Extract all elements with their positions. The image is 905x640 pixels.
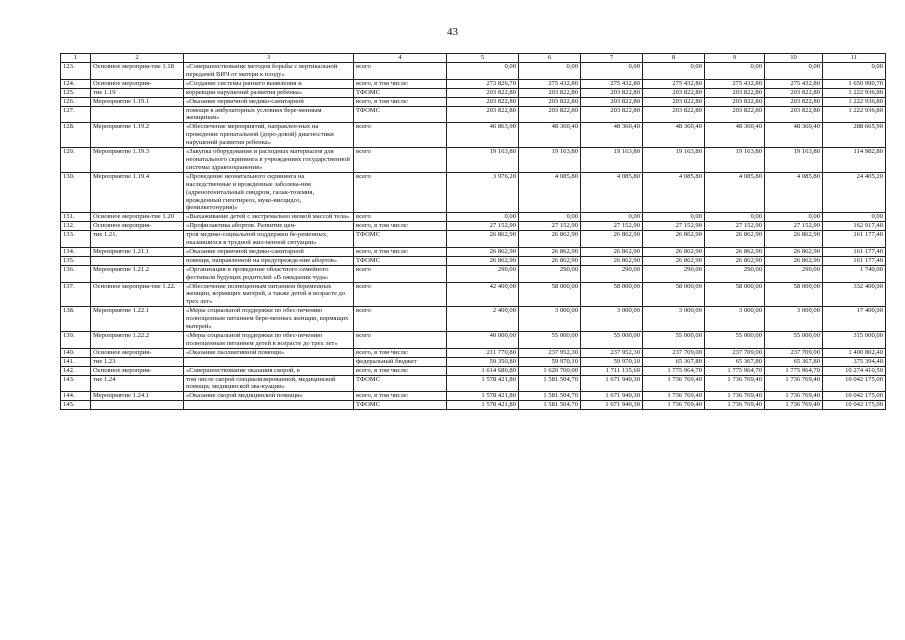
column-header: 7 [581, 54, 643, 63]
year-value-cell: 46 863,90 [447, 123, 519, 148]
year-value-cell: 275 432,80 [705, 79, 765, 88]
total-value-cell: 1 650 990,70 [823, 79, 886, 88]
table-row [61, 231, 886, 248]
year-value-cell: 40 000,00 [447, 332, 519, 349]
year-value-cell: 237 709,00 [765, 348, 823, 357]
activity-type-cell: Мероприятие 1.24.1 [91, 392, 184, 401]
funding-source-cell: всего [354, 148, 447, 173]
row-number-cell: 140. [61, 348, 91, 357]
total-value-cell: 161 177,40 [823, 247, 886, 256]
table-row [61, 106, 886, 123]
row-number-cell: 136. [61, 265, 91, 282]
row-number-cell: 134. [61, 247, 91, 256]
year-value-cell: 3 000,00 [581, 307, 643, 332]
year-value-cell: 1 614 680,80 [447, 366, 519, 375]
year-value-cell: 48 360,40 [519, 123, 581, 148]
year-value-cell: 203 822,80 [705, 97, 765, 106]
year-value-cell: 0,00 [519, 63, 581, 80]
year-value-cell: 27 152,90 [765, 222, 823, 231]
year-value-cell: 1 736 769,40 [765, 375, 823, 392]
year-value-cell: 1 711 135,60 [581, 366, 643, 375]
year-value-cell: 237 709,00 [705, 348, 765, 357]
funding-source-cell: всего, в том числе: [354, 79, 447, 88]
funding-source-cell: всего, в том числе: [354, 392, 447, 401]
funding-source-cell: всего, в том числе: [354, 348, 447, 357]
activity-description-cell: «Профилактика абортов. Развитие цен- [184, 222, 354, 231]
column-header: 4 [354, 54, 447, 63]
activity-type-cell: Мероприятие 1.22.1 [91, 307, 184, 332]
column-header: 11 [823, 54, 886, 63]
activity-description-cell: «Меры социальной поддержки по обес-печению полноценным питанием детей в возрасте до трех лет» [184, 332, 354, 349]
year-value-cell: 1 578 421,80 [447, 392, 519, 401]
year-value-cell: 27 152,90 [519, 222, 581, 231]
activity-type-cell: Основное мероприя- [91, 366, 184, 375]
year-value-cell: 203 822,80 [519, 88, 581, 97]
year-value-cell: 290,00 [643, 265, 705, 282]
row-number-cell: 129. [61, 148, 91, 173]
activity-type-cell: Основное мероприя- [91, 79, 184, 88]
year-value-cell: 203 822,80 [519, 97, 581, 106]
activity-type-cell: Мероприятие 1.19.4 [91, 172, 184, 213]
year-value-cell: 26 862,90 [765, 256, 823, 265]
activity-description-cell: том числе скорой специализированной, медицинской помощи, медицинской эва-куации» [184, 375, 354, 392]
row-number-cell: 141. [61, 357, 91, 366]
year-value-cell: 55 000,00 [519, 332, 581, 349]
year-value-cell: 27 152,90 [705, 222, 765, 231]
year-value-cell: 0,00 [519, 213, 581, 222]
table-row [61, 172, 886, 213]
table-row [61, 265, 886, 282]
year-value-cell: 1 581 504,70 [519, 401, 581, 410]
activity-description-cell: помощи, направленной на предупрежде-ние абортов» [184, 256, 354, 265]
row-number-cell: 126. [61, 97, 91, 106]
activity-description-cell: «Проведение неонатального скрининга на наследственные и врожденные заболева-ния (адреногенитальный синдром, галак-тоземия, врожденный гипотиреоз, муко-висцидоз, фенилкетонурия)» [184, 172, 354, 213]
year-value-cell: 1 775 964,70 [705, 366, 765, 375]
year-value-cell: 4 085,80 [705, 172, 765, 213]
total-value-cell: 1 400 802,40 [823, 348, 886, 357]
year-value-cell: 1 775 964,70 [643, 366, 705, 375]
column-header: 1 [61, 54, 91, 63]
activity-description-cell: «Совершенствование методов борьбы с вертикальной передачей ВИЧ от матери к плоду» [184, 63, 354, 80]
funding-source-cell: ТФОМС [354, 106, 447, 123]
table-row [61, 148, 886, 173]
row-number-cell: 135. [61, 256, 91, 265]
activity-description-cell: «Создание системы раннего выявления и [184, 79, 354, 88]
year-value-cell: 1 736 769,40 [643, 375, 705, 392]
year-value-cell: 237 709,00 [643, 348, 705, 357]
row-number-cell: 130. [61, 172, 91, 213]
year-value-cell: 273 826,70 [447, 79, 519, 88]
year-value-cell: 0,00 [705, 213, 765, 222]
year-value-cell: 0,00 [447, 213, 519, 222]
year-value-cell: 26 862,90 [519, 231, 581, 248]
total-value-cell: 10 042 175,00 [823, 392, 886, 401]
year-value-cell: 203 822,80 [447, 106, 519, 123]
activity-description-cell: коррекции нарушений развития ребенка» [184, 88, 354, 97]
activity-type-cell: Основное мероприя- [91, 348, 184, 357]
year-value-cell: 1 578 421,80 [447, 401, 519, 410]
table-row [61, 392, 886, 401]
funding-source-cell: ТФОМС [354, 401, 447, 410]
total-value-cell: 0,00 [823, 213, 886, 222]
funding-source-cell: всего [354, 123, 447, 148]
year-value-cell: 58 000,00 [705, 282, 765, 307]
activity-type-cell: тие 1.24 [91, 375, 184, 392]
year-value-cell: 3 000,00 [643, 307, 705, 332]
activity-description-cell: тров медико-социальной поддержки бе-ременных, оказавшихся в трудной жиз-ненной ситуации» [184, 231, 354, 248]
total-value-cell: 10 274 410,50 [823, 366, 886, 375]
year-value-cell: 211 770,80 [447, 348, 519, 357]
year-value-cell: 237 952,30 [581, 348, 643, 357]
row-number-cell: 139. [61, 332, 91, 349]
year-value-cell: 26 862,90 [705, 256, 765, 265]
funding-source-cell: ТФОМС [354, 375, 447, 392]
total-value-cell: 1 740,00 [823, 265, 886, 282]
year-value-cell: 55 000,00 [643, 332, 705, 349]
total-value-cell: 0,00 [823, 63, 886, 80]
year-value-cell: 203 822,80 [643, 97, 705, 106]
total-value-cell: 1 222 936,80 [823, 106, 886, 123]
total-value-cell: 161 177,40 [823, 231, 886, 248]
budget-table [60, 53, 886, 410]
activity-type-cell: тие 1.23 [91, 357, 184, 366]
year-value-cell: 203 822,80 [581, 106, 643, 123]
activity-description-cell: «Оказание паллиативной помощи» [184, 348, 354, 357]
year-value-cell: 59 970,10 [519, 357, 581, 366]
year-value-cell: 203 822,80 [643, 106, 705, 123]
year-value-cell: 290,00 [519, 265, 581, 282]
year-value-cell: 27 152,90 [447, 222, 519, 231]
funding-source-cell: всего [354, 282, 447, 307]
year-value-cell: 19 163,80 [519, 148, 581, 173]
funding-source-cell: всего, в том числе: [354, 97, 447, 106]
year-value-cell: 3 976,20 [447, 172, 519, 213]
activity-description-cell: «Оказание скорой медицинской помощи» [184, 392, 354, 401]
table-row [61, 256, 886, 265]
activity-type-cell: Основное мероприя-тие 1.18 [91, 63, 184, 80]
table-body [61, 63, 886, 410]
row-number-cell: 133. [61, 231, 91, 248]
row-number-cell: 125. [61, 88, 91, 97]
total-value-cell: 288 665,90 [823, 123, 886, 148]
year-value-cell: 1 736 769,40 [765, 401, 823, 410]
year-value-cell: 4 085,80 [765, 172, 823, 213]
total-value-cell: 17 400,00 [823, 307, 886, 332]
total-value-cell: 114 982,80 [823, 148, 886, 173]
total-value-cell: 161 177,40 [823, 256, 886, 265]
table-row [61, 222, 886, 231]
activity-type-cell [91, 256, 184, 265]
funding-source-cell: всего [354, 63, 447, 80]
table-row [61, 63, 886, 80]
year-value-cell: 0,00 [705, 63, 765, 80]
year-value-cell: 26 862,90 [643, 247, 705, 256]
table-row [61, 348, 886, 357]
year-value-cell: 1 736 769,40 [705, 392, 765, 401]
year-value-cell: 26 862,90 [581, 231, 643, 248]
activity-description-cell: «Меры социальной поддержки по обес-печению полноценным питанием бере-менных женщин, кормящих матерей» [184, 307, 354, 332]
row-number-cell: 128. [61, 123, 91, 148]
row-number-cell: 144. [61, 392, 91, 401]
year-value-cell: 3 000,00 [705, 307, 765, 332]
year-value-cell: 48 360,40 [581, 123, 643, 148]
row-number-cell: 132. [61, 222, 91, 231]
year-value-cell: 26 862,90 [765, 247, 823, 256]
year-value-cell: 58 000,00 [581, 282, 643, 307]
table-row [61, 79, 886, 88]
year-value-cell: 0,00 [581, 213, 643, 222]
year-value-cell: 2 400,00 [447, 307, 519, 332]
year-value-cell: 19 163,80 [765, 148, 823, 173]
activity-type-cell: Основное мероприя-тие 1.20 [91, 213, 184, 222]
year-value-cell: 0,00 [765, 63, 823, 80]
funding-source-cell: всего, в том числе: [354, 222, 447, 231]
activity-type-cell: тие 1.19 [91, 88, 184, 97]
column-header: 9 [705, 54, 765, 63]
activity-type-cell: Основное мероприя-тие 1.22. [91, 282, 184, 307]
column-header: 3 [184, 54, 354, 63]
year-value-cell: 0,00 [581, 63, 643, 80]
year-value-cell: 1 671 940,30 [581, 392, 643, 401]
year-value-cell: 290,00 [581, 265, 643, 282]
year-value-cell: 203 822,80 [447, 97, 519, 106]
year-value-cell: 26 862,90 [519, 247, 581, 256]
total-value-cell: 315 000,00 [823, 332, 886, 349]
total-value-cell: 24 405,20 [823, 172, 886, 213]
activity-description-cell: «Обеспечение полноценным питанием беременных женщин, кормящих матерей, а также детей в возрасте до трех лет» [184, 282, 354, 307]
column-header: 10 [765, 54, 823, 63]
funding-source-cell: всего [354, 307, 447, 332]
year-value-cell: 59 970,10 [581, 357, 643, 366]
funding-source-cell: всего [354, 265, 447, 282]
year-value-cell: 48 360,40 [765, 123, 823, 148]
activity-type-cell: Мероприятие 1.21.2 [91, 265, 184, 282]
year-value-cell: 203 822,80 [705, 88, 765, 97]
table-row [61, 366, 886, 375]
year-value-cell: 55 000,00 [765, 332, 823, 349]
year-value-cell: 0,00 [643, 63, 705, 80]
year-value-cell: 58 000,00 [765, 282, 823, 307]
funding-source-cell: всего, в том числе: [354, 247, 447, 256]
year-value-cell: 1 736 769,40 [765, 392, 823, 401]
activity-description-cell: помощи в амбулаторных условиях бере-менным женщинам» [184, 106, 354, 123]
activity-description-cell: «Оказание первичной медико-санитарной [184, 97, 354, 106]
year-value-cell: 26 862,90 [447, 247, 519, 256]
total-value-cell: 1 222 936,80 [823, 97, 886, 106]
row-number-cell: 142. [61, 366, 91, 375]
year-value-cell: 42 400,00 [447, 282, 519, 307]
row-number-cell: 138. [61, 307, 91, 332]
table-row [61, 282, 886, 307]
activity-type-cell: Мероприятие 1.19.3 [91, 148, 184, 173]
year-value-cell: 237 952,30 [519, 348, 581, 357]
year-value-cell: 19 163,80 [447, 148, 519, 173]
table-row [61, 213, 886, 222]
year-value-cell: 203 822,80 [581, 97, 643, 106]
funding-source-cell: федеральный бюджет [354, 357, 447, 366]
table-row [61, 88, 886, 97]
year-value-cell: 0,00 [447, 63, 519, 80]
year-value-cell: 65 367,80 [643, 357, 705, 366]
activity-description-cell: «Закупка оборудования и расходных материалов для неонатального скрининга в учреждениях государственной системы здравоохранения» [184, 148, 354, 173]
year-value-cell: 4 085,80 [519, 172, 581, 213]
year-value-cell: 275 432,80 [643, 79, 705, 88]
funding-source-cell: ТФОМС [354, 88, 447, 97]
year-value-cell: 3 000,00 [765, 307, 823, 332]
year-value-cell: 1 671 940,30 [581, 375, 643, 392]
activity-description-cell: «Организация и проведение областного семейного фестиваля будущих родителей «В ожидании чуда» [184, 265, 354, 282]
header-row [61, 54, 886, 63]
year-value-cell: 1 736 769,40 [705, 375, 765, 392]
row-number-cell: 145. [61, 401, 91, 410]
year-value-cell: 26 862,90 [643, 256, 705, 265]
year-value-cell: 48 360,40 [705, 123, 765, 148]
year-value-cell: 1 736 769,40 [705, 401, 765, 410]
year-value-cell: 290,00 [705, 265, 765, 282]
table-row [61, 332, 886, 349]
funding-source-cell: всего [354, 332, 447, 349]
year-value-cell: 4 085,80 [581, 172, 643, 213]
activity-type-cell: Мероприятие 1.19.1 [91, 97, 184, 106]
year-value-cell: 26 862,90 [581, 247, 643, 256]
year-value-cell: 26 862,90 [447, 231, 519, 248]
year-value-cell: 1 578 421,80 [447, 375, 519, 392]
row-number-cell: 143. [61, 375, 91, 392]
activity-type-cell [91, 401, 184, 410]
table-row [61, 401, 886, 410]
activity-description-cell: «Выхаживание детей с экстремально низкой массой тела» [184, 213, 354, 222]
year-value-cell: 203 822,80 [581, 88, 643, 97]
year-value-cell: 19 163,80 [643, 148, 705, 173]
year-value-cell: 203 822,80 [447, 88, 519, 97]
funding-source-cell: всего [354, 172, 447, 213]
activity-description-cell: «Обеспечение мероприятий, направлен-ных на проведение пренатальной (доро-довой) диагностики нарушений развития ребенка» [184, 123, 354, 148]
year-value-cell: 26 862,90 [705, 247, 765, 256]
table-row [61, 307, 886, 332]
column-header: 6 [519, 54, 581, 63]
activity-type-cell: Основное мероприя- [91, 222, 184, 231]
year-value-cell: 26 862,90 [765, 231, 823, 248]
year-value-cell: 55 000,00 [581, 332, 643, 349]
page-number: 43 [447, 26, 458, 38]
year-value-cell: 59 350,80 [447, 357, 519, 366]
year-value-cell: 290,00 [765, 265, 823, 282]
year-value-cell: 26 862,90 [643, 231, 705, 248]
year-value-cell: 203 822,80 [705, 106, 765, 123]
activity-type-cell: Мероприятие 1.22.2 [91, 332, 184, 349]
year-value-cell: 1 736 769,40 [643, 401, 705, 410]
total-value-cell: 1 222 936,80 [823, 88, 886, 97]
year-value-cell: 290,00 [447, 265, 519, 282]
total-value-cell: 332 400,00 [823, 282, 886, 307]
year-value-cell: 26 862,90 [447, 256, 519, 265]
year-value-cell: 58 000,00 [519, 282, 581, 307]
year-value-cell: 1 671 940,30 [581, 401, 643, 410]
year-value-cell: 203 822,80 [765, 97, 823, 106]
funding-source-cell: ТФОМС [354, 256, 447, 265]
activity-description-cell: «Совершенствование оказания скорой, в [184, 366, 354, 375]
year-value-cell: 275 432,80 [765, 79, 823, 88]
year-value-cell: 4 085,80 [643, 172, 705, 213]
total-value-cell: 10 042 175,00 [823, 401, 886, 410]
year-value-cell: 1 581 504,70 [519, 375, 581, 392]
year-value-cell: 1 775 964,70 [765, 366, 823, 375]
activity-type-cell: Мероприятие 1.21.1 [91, 247, 184, 256]
year-value-cell: 26 862,90 [705, 231, 765, 248]
activity-description-cell [184, 401, 354, 410]
year-value-cell: 19 163,80 [581, 148, 643, 173]
row-number-cell: 124. [61, 79, 91, 88]
year-value-cell: 0,00 [643, 213, 705, 222]
year-value-cell: 65 367,80 [765, 357, 823, 366]
year-value-cell: 65 367,80 [705, 357, 765, 366]
year-value-cell: 48 360,40 [643, 123, 705, 148]
activity-description-cell [184, 357, 354, 366]
year-value-cell: 0,00 [765, 213, 823, 222]
funding-source-cell: всего [354, 213, 447, 222]
year-value-cell: 275 432,80 [519, 79, 581, 88]
funding-source-cell: всего, в том числе: [354, 366, 447, 375]
row-number-cell: 123. [61, 63, 91, 80]
column-header: 2 [91, 54, 184, 63]
table-row [61, 247, 886, 256]
activity-type-cell [91, 106, 184, 123]
column-header: 5 [447, 54, 519, 63]
activity-type-cell: Мероприятие 1.19.2 [91, 123, 184, 148]
total-value-cell: 10 042 175,00 [823, 375, 886, 392]
activity-type-cell: тие 1.21. [91, 231, 184, 248]
table-row [61, 357, 886, 366]
total-value-cell: 375 394,40 [823, 357, 886, 366]
year-value-cell: 203 822,80 [519, 106, 581, 123]
year-value-cell: 1 581 504,70 [519, 392, 581, 401]
total-value-cell: 162 917,40 [823, 222, 886, 231]
year-value-cell: 26 862,90 [581, 256, 643, 265]
year-value-cell: 27 152,90 [581, 222, 643, 231]
column-header: 8 [643, 54, 705, 63]
year-value-cell: 55 000,00 [705, 332, 765, 349]
row-number-cell: 137. [61, 282, 91, 307]
year-value-cell: 1 620 700,00 [519, 366, 581, 375]
year-value-cell: 3 000,00 [519, 307, 581, 332]
table-row [61, 97, 886, 106]
year-value-cell: 275 432,80 [581, 79, 643, 88]
row-number-cell: 127. [61, 106, 91, 123]
table-row [61, 375, 886, 392]
year-value-cell: 203 822,80 [643, 88, 705, 97]
activity-description-cell: «Оказание первичной медико-санитарной [184, 247, 354, 256]
table-row [61, 123, 886, 148]
year-value-cell: 203 822,80 [765, 88, 823, 97]
year-value-cell: 58 000,00 [643, 282, 705, 307]
row-number-cell: 131. [61, 213, 91, 222]
year-value-cell: 26 862,90 [519, 256, 581, 265]
year-value-cell: 19 163,80 [705, 148, 765, 173]
year-value-cell: 27 152,90 [643, 222, 705, 231]
funding-source-cell: ТФОМС [354, 231, 447, 248]
year-value-cell: 203 822,80 [765, 106, 823, 123]
year-value-cell: 1 736 769,40 [643, 392, 705, 401]
